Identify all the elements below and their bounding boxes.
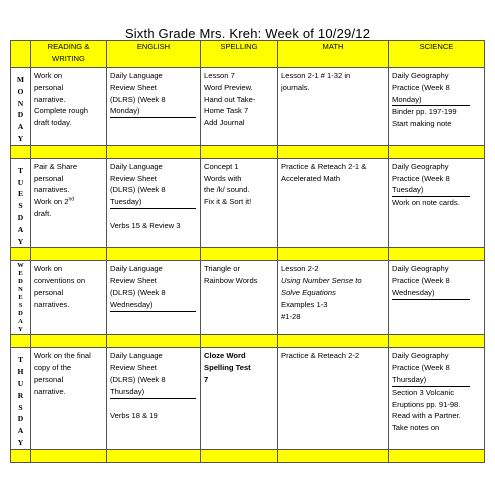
spacer-row [11,248,485,261]
monday-science: Daily Geography Practice (Week 8 Monday) Binder pp. 197-199 Start making note [389,68,485,146]
tuesday-english: Daily Language Review Sheet (DLRS) (Week 8 Tuesday) Verbs 15 & Review 3 [107,158,201,248]
thursday-english: Daily Language Review Sheet (DLRS) (Week 8 Thursday) Verbs 18 & 19 [107,348,201,449]
header-corner [11,41,31,68]
wednesday-science: Daily Geography Practice (Week 8 Wednesday) [389,261,485,335]
lesson-plan-table [10,40,485,463]
tuesday-spelling: Concept 1 Words with the /k/ sound. Fix it & Sort it! [201,158,278,248]
thursday-spelling: Cloze Word Spelling Test 7 [201,348,278,449]
wednesday-math: Lesson 2-2 Using Number Sense to Solve Equations Examples 1-3 #1-28 [278,261,389,335]
monday-math: Lesson 2-1 # 1-32 in journals. [278,68,389,146]
wednesday-row [11,261,485,335]
day-label-thursday: T H U R S D A Y [11,348,31,449]
tuesday-science: Daily Geography Practice (Week 8 Tuesday) Work on note cards. [389,158,485,248]
header-science: SCIENCE [389,41,485,68]
tuesday-math: Practice & Reteach 2-1 & Accelerated Math [278,158,389,248]
header-english: ENGLISH [107,41,201,68]
thursday-math: Practice & Reteach 2-2 [278,348,389,449]
thursday-row [11,348,485,449]
tuesday-reading: Pair & Share personal narratives. Work on 2nd draft. [31,158,107,248]
monday-reading: Work on personal narrative. Complete rough draft today. [31,68,107,146]
page-title: Sixth Grade Mrs. Kreh: Week of 10/29/12 [124,26,371,41]
thursday-reading: Work on the final copy of the personal narrative. [31,348,107,449]
spacer-row [11,449,485,462]
spacer-row [11,145,485,158]
tuesday-row [11,158,485,248]
header-spelling: SPELLING [201,41,278,68]
header-math: MATH [278,41,389,68]
wednesday-english: Daily Language Review Sheet (DLRS) (Week 8 Wednesday) [107,261,201,335]
monday-row [11,68,485,146]
day-label-wednesday: W E D N E S D A Y [11,261,31,335]
day-label-tuesday: T U E S D A Y [11,158,31,248]
wednesday-reading: Work on conventions on personal narratives. [31,261,107,335]
wednesday-spelling: Triangle or Rainbow Words [201,261,278,335]
spacer-row [11,335,485,348]
thursday-science: Daily Geography Practice (Week 8 Thursday) Section 3 Volcanic Eruptions pp. 91-98. Read with a Partner. Take notes on [389,348,485,449]
header-row [11,41,485,68]
day-label-monday: M O N D A Y [11,68,31,146]
monday-english: Daily Language Review Sheet (DLRS) (Week 8 Monday) [107,68,201,146]
header-reading: READING & WRITING [31,41,107,68]
monday-spelling: Lesson 7 Word Preview. Hand out Take- Home Task 7 Add Journal [201,68,278,146]
